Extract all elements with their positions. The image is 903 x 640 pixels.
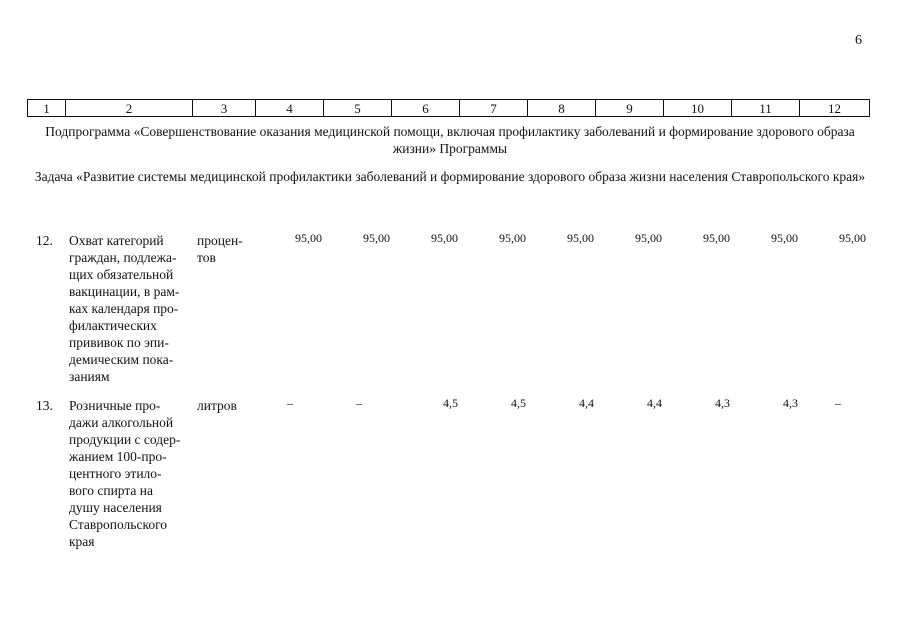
indicator-name-line: центного этило- bbox=[69, 466, 162, 481]
indicator-name-line: филактических bbox=[69, 318, 157, 333]
indicator-name-line: прививок по эпи- bbox=[69, 335, 169, 350]
column-number: 12 bbox=[800, 100, 870, 117]
indicator-name bbox=[69, 397, 193, 550]
unit-line: процен- bbox=[197, 233, 243, 248]
row-number: 12. bbox=[36, 233, 53, 248]
value-cell: – bbox=[835, 396, 841, 410]
unit-line: литров bbox=[197, 398, 237, 413]
value-cell: 4,3 bbox=[715, 396, 730, 410]
column-number: 5 bbox=[324, 100, 392, 117]
column-number: 6 bbox=[392, 100, 460, 117]
value-cell: 4,3 bbox=[783, 396, 798, 410]
indicator-name-line: Розничные про- bbox=[69, 398, 161, 413]
unit-of-measure bbox=[197, 397, 255, 414]
indicator-name bbox=[69, 232, 193, 385]
value-cell: 95,00 bbox=[703, 231, 730, 245]
row-number: 13. bbox=[36, 398, 53, 413]
task-title: Задача «Развитие системы медицинской профилактики заболеваний и формирование здорового образа жизни населения Ставропольского края» bbox=[34, 169, 866, 184]
value-cell: 95,00 bbox=[295, 231, 322, 245]
value-cell: 95,00 bbox=[839, 231, 866, 245]
column-number-header bbox=[27, 99, 870, 117]
indicator-name-line: дажи алкогольной bbox=[69, 415, 174, 430]
column-number: 10 bbox=[664, 100, 732, 117]
indicator-name-line: продукции с содер- bbox=[69, 432, 181, 447]
value-cell: – bbox=[356, 396, 362, 410]
indicator-name-line: щих обязательной bbox=[69, 267, 174, 282]
indicator-name-line: граждан, подлежа- bbox=[69, 250, 177, 265]
indicator-name-line: вакцинации, в рам- bbox=[69, 284, 180, 299]
column-number: 7 bbox=[460, 100, 528, 117]
indicator-name-line: Охват категорий bbox=[69, 233, 164, 248]
unit-of-measure bbox=[197, 232, 255, 266]
column-number: 4 bbox=[256, 100, 324, 117]
value-cell: 4,4 bbox=[579, 396, 594, 410]
indicator-name-line: жанием 100-про- bbox=[69, 449, 167, 464]
column-number: 1 bbox=[28, 100, 66, 117]
column-number: 2 bbox=[66, 100, 193, 117]
page-number: 6 bbox=[855, 33, 862, 48]
value-cell: 4,5 bbox=[511, 396, 526, 410]
value-cell: – bbox=[287, 396, 293, 410]
indicator-name-line: демическим пока- bbox=[69, 352, 174, 367]
indicator-name-line: заниям bbox=[69, 369, 110, 384]
value-cell: 95,00 bbox=[635, 231, 662, 245]
value-cell: 95,00 bbox=[567, 231, 594, 245]
column-number: 3 bbox=[193, 100, 256, 117]
value-cell: 4,4 bbox=[647, 396, 662, 410]
subprogram-title: Подпрограмма «Совершенствование оказания медицинской помощи, включая профилактику заболеваний и формирование здорового образа жизни» Программы bbox=[45, 124, 855, 156]
column-number: 9 bbox=[596, 100, 664, 117]
unit-line: тов bbox=[197, 250, 216, 265]
indicator-name-line: ках календаря про- bbox=[69, 301, 179, 316]
value-cell: 95,00 bbox=[499, 231, 526, 245]
value-cell: 95,00 bbox=[771, 231, 798, 245]
column-number: 11 bbox=[732, 100, 800, 117]
column-number: 8 bbox=[528, 100, 596, 117]
indicator-name-line: Ставропольского bbox=[69, 517, 168, 532]
value-cell: 95,00 bbox=[431, 231, 458, 245]
indicator-name-line: душу населения bbox=[69, 500, 162, 515]
value-cell: 95,00 bbox=[363, 231, 390, 245]
value-cell: 4,5 bbox=[443, 396, 458, 410]
indicator-name-line: края bbox=[69, 534, 95, 549]
indicator-name-line: вого спирта на bbox=[69, 483, 154, 498]
